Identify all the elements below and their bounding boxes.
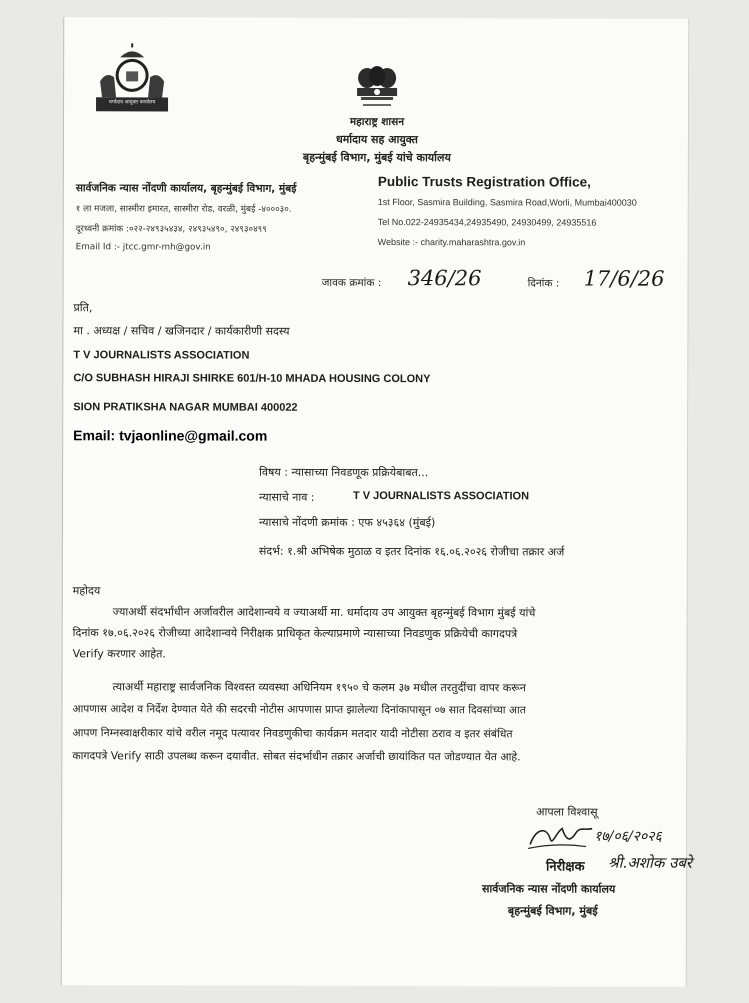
right-office-website: Website :- charity.maharashtra.gov.in (377, 237, 526, 248)
subject-line: विषय : न्यासाच्या निवडणूक प्रक्रियेबाबत... (259, 465, 429, 480)
signatory-office-line1: सार्वजनिक न्यास नोंदणी कार्यालय (481, 882, 616, 896)
signatory-designation: निरीक्षक (546, 859, 585, 875)
date-label: दिनांक : (527, 277, 560, 290)
handwritten-signature (526, 818, 596, 854)
left-office-email: Email Id :- jtcc.gmr-mh@gov.in (75, 242, 211, 253)
logo-caption: धर्मादाय आयुक्त कार्यालय (108, 99, 156, 106)
para1-line2: दिनांक १७.०६.२०२६ रोजीच्या आदेशान्वये निरीक्षक प्राधिकृत केल्याप्रमाणे न्यासाच्या निवडणुक प्रक्रियेची कागदपत्रे (72, 626, 518, 641)
outward-number-label: जावक क्रमांक : (321, 276, 382, 290)
recipient-to: प्रति, (73, 301, 93, 315)
recipient-email: Email: tvjaonline@gmail.com (73, 427, 268, 444)
paragraph-1 (73, 601, 673, 666)
recipient-name: T V JOURNALISTS ASSOCIATION (73, 349, 250, 362)
right-office-phone: Tel No.022-24935434,24935490, 24930499, 24935516 (377, 217, 597, 228)
trust-name-label: न्यासाचे नाव : (258, 490, 315, 504)
para2-line2: आपणास आदेश व निर्देश देण्यात येते की सदरची नोटीस आपणास प्राप्त झालेल्या दिनांकापासून ०७ सात दिवसांच्या आत (72, 703, 526, 717)
date-value: 17/6/26 (583, 266, 665, 291)
para1-line3: Verify करणार आहेत. (72, 647, 166, 661)
header-maharashtra-shasan: महाराष्ट्र शासन (349, 115, 405, 129)
signatory-name: श्री.अशोक उबरे (608, 853, 693, 872)
para2-line1: त्याअर्थी महाराष्ट्र सार्वजनिक विश्वस्त व्यवस्था अधिनियम १९५० चे कलम ३७ मधील तरतुदींचा वापर करून (112, 680, 526, 695)
recipient-address-line2: SION PRATIKSHA NAGAR MUMBAI 400022 (73, 401, 298, 414)
charity-emblem-logo (92, 41, 172, 121)
left-office-phone: दूरध्वनी क्रमांक :०२२-२४९३५४३४, २४९३५४९०, २४९३०४९९ (75, 224, 267, 235)
para1-line1: ज्याअर्थी संदर्भाधीन अर्जावरील आदेशान्वये व ज्याअर्थी मा. धर्मादाय उप आयुक्त बृहन्मुंबई विभाग मुंबई यांचे (112, 605, 536, 620)
outward-number-value: 346/26 (407, 266, 482, 291)
recipient-designation: मा . अध्यक्ष / सचिव / खजिनदार / कार्यकारीणी सदस्य (73, 324, 290, 338)
recipient-address-line1: C/O SUBHASH HIRAJI SHIRKE 601/H-10 MHADA HOUSING COLONY (73, 372, 431, 386)
letter-page (61, 17, 693, 987)
signature-date: १७/०६/२०२६ (594, 828, 662, 845)
paragraph-2 (72, 675, 672, 769)
reference-line: संदर्भ: १.श्री अभिषेक मुठाळ व इतर दिनांक १६.०६.२०२६ रोजीचा तक्रार अर्ज (258, 544, 565, 559)
closing: आपला विश्वासू (536, 805, 598, 819)
right-office-title: Public Trusts Registration Office, (377, 174, 591, 190)
trust-name: T V JOURNALISTS ASSOCIATION (353, 489, 530, 503)
state-emblem-logo (349, 64, 405, 114)
trust-registration-number: न्यासाचे नोंदणी क्रमांक : एफ ४५३६४ (मुंबई) (258, 515, 436, 530)
para2-line3: आपण निम्नस्वाक्षरीकार यांचे वरील नमूद पत्यावर निवडणुकीचा कार्यक्रम मतदार यादी नोटीसा ठराव व इतर संबंधित (72, 726, 513, 741)
header-office-name: बृहन्मुंबई विभाग, मुंबई यांचे कार्यालय (302, 150, 451, 165)
header-joint-commissioner: धर्मादाय सह आयुक्त (335, 132, 418, 147)
para2-line4: कागदपत्रे Verify साठी उपलब्ध करून दयावीत. सोबत संदर्भाधीन तक्रार अर्जाची छायांकित पत जोडण्यात येत आहे. (72, 749, 521, 764)
right-office-address: 1st Floor, Sasmira Building, Sasmira Road,Worli, Mumbai400030 (377, 197, 637, 208)
salutation: महोदय (72, 584, 101, 598)
signatory-office-line2: बृहन्मुंबई विभाग, मुंबई (507, 904, 598, 918)
left-office-address: १ ला मजला, सास्मीरा इमारत, सास्मीरा रोड, वरळी, मुंबई -४०००३०. (75, 204, 292, 215)
left-office-title: सार्वजनिक न्यास नोंदणी कार्यालय, बृहन्मुंबई विभाग, मुंबई (75, 182, 297, 195)
